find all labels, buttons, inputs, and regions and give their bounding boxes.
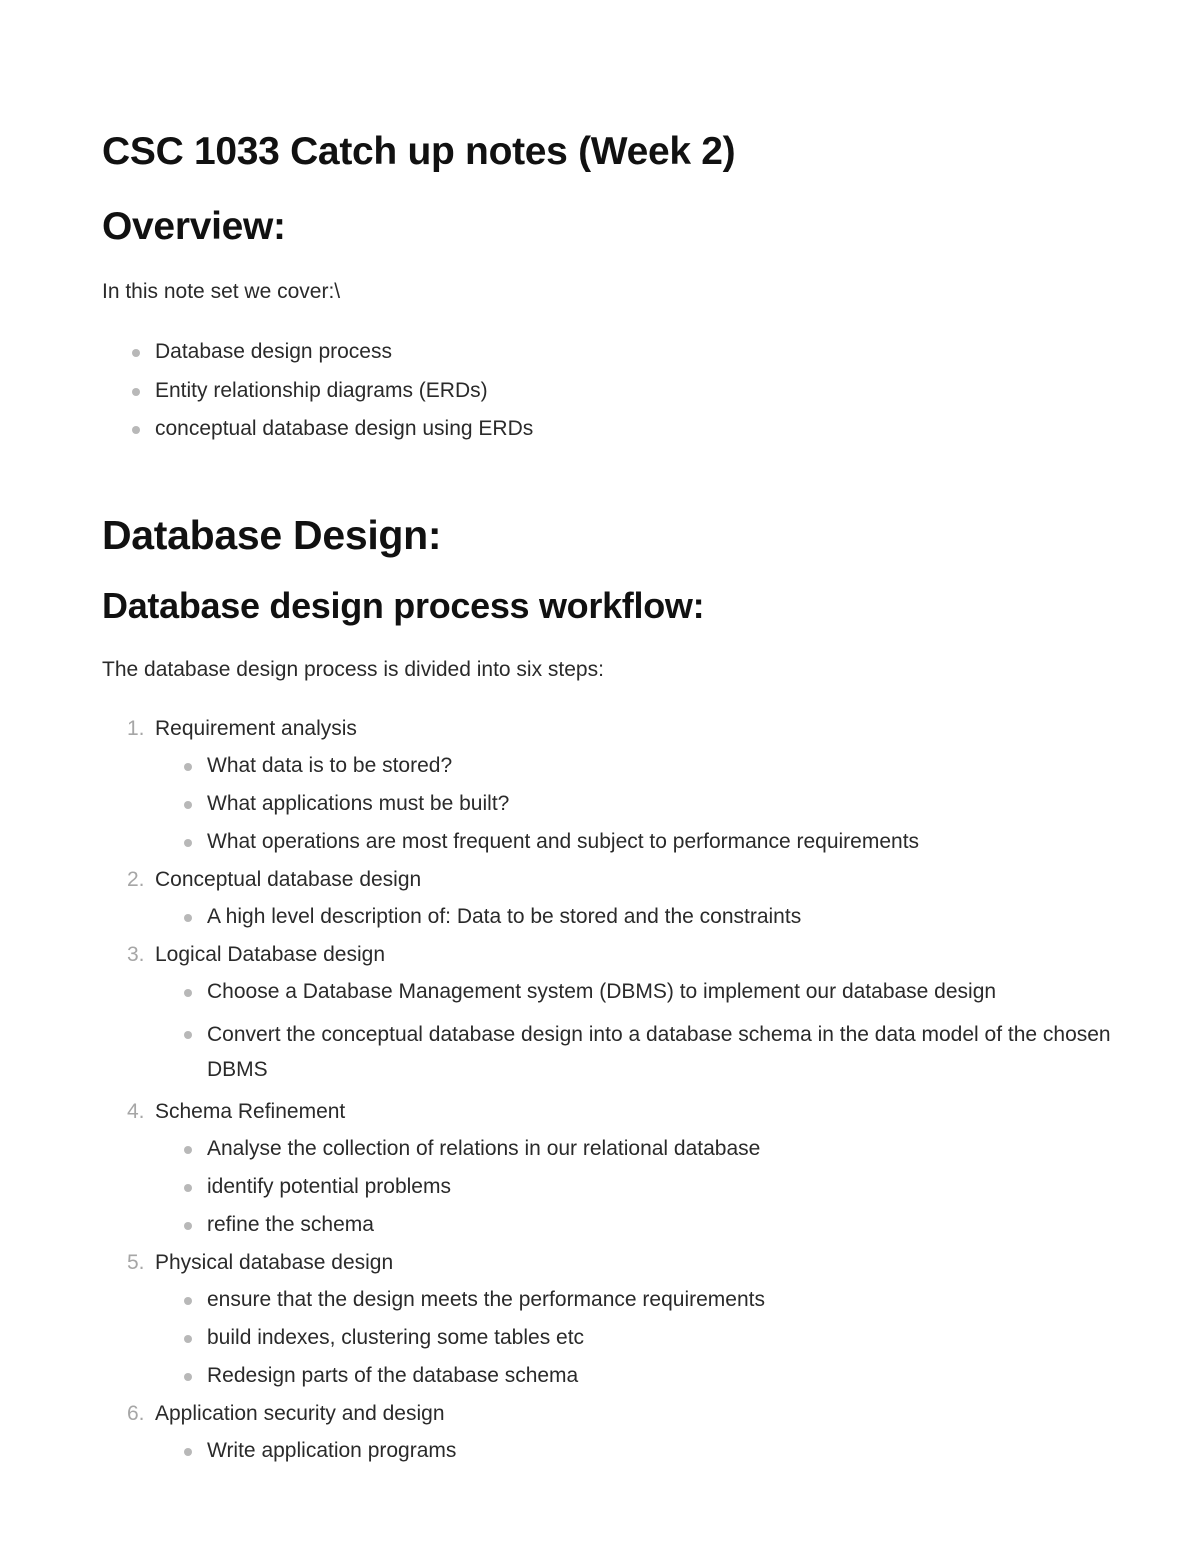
step-label: Requirement analysis xyxy=(155,717,357,740)
bullet-icon xyxy=(184,1373,192,1381)
step-label: Physical database design xyxy=(155,1251,394,1274)
bullet-icon xyxy=(184,1297,192,1305)
bullet-icon xyxy=(184,1184,192,1192)
list-item: Convert the conceptual database design into a database schema in the data model of the chosen DBMS xyxy=(207,1017,1115,1087)
step-sublist xyxy=(207,904,1115,930)
step-sublist xyxy=(207,979,1115,1087)
steps-list xyxy=(127,716,1115,1464)
step-item xyxy=(127,867,1115,930)
workflow-heading: Database design process workflow: xyxy=(102,585,705,626)
step-sublist xyxy=(207,753,1115,855)
step-sublist xyxy=(207,1287,1115,1389)
bullet-icon xyxy=(184,763,192,771)
bullet-icon xyxy=(132,349,140,357)
overview-list xyxy=(155,339,533,455)
step-label: Conceptual database design xyxy=(155,868,422,891)
list-item: ensure that the design meets the performance requirements xyxy=(207,1287,1115,1313)
step-label: Schema Refinement xyxy=(155,1100,346,1123)
list-item: Analyse the collection of relations in our relational database xyxy=(207,1136,1115,1162)
list-item: refine the schema xyxy=(207,1212,1115,1238)
page-title: CSC 1033 Catch up notes (Week 2) xyxy=(102,130,736,173)
list-item: What data is to be stored? xyxy=(207,753,1115,779)
step-number: 3. xyxy=(127,943,145,966)
list-item: build indexes, clustering some tables etc xyxy=(207,1325,1115,1351)
list-item: Choose a Database Management system (DBMS) to implement our database design xyxy=(207,979,1115,1005)
step-item xyxy=(127,1401,1115,1464)
bullet-icon xyxy=(132,388,140,396)
list-item: Redesign parts of the database schema xyxy=(207,1363,1115,1389)
list-item: Entity relationship diagrams (ERDs) xyxy=(155,378,533,404)
step-number: 1. xyxy=(127,717,145,740)
step-item xyxy=(127,1250,1115,1389)
list-item: conceptual database design using ERDs xyxy=(155,416,533,442)
bullet-icon xyxy=(184,1222,192,1230)
bullet-icon xyxy=(132,426,140,434)
step-sublist xyxy=(207,1136,1115,1238)
list-item: What applications must be built? xyxy=(207,791,1115,817)
step-label: Application security and design xyxy=(155,1402,445,1425)
step-sublist xyxy=(207,1438,1115,1464)
database-design-heading: Database Design: xyxy=(102,512,442,558)
step-number: 5. xyxy=(127,1251,145,1274)
bullet-icon xyxy=(184,1146,192,1154)
bullet-icon xyxy=(184,989,192,997)
overview-intro: In this note set we cover:\ xyxy=(102,280,341,303)
bullet-icon xyxy=(184,839,192,847)
step-label: Logical Database design xyxy=(155,943,385,966)
step-item xyxy=(127,716,1115,855)
overview-heading: Overview: xyxy=(102,205,286,248)
steps-intro: The database design process is divided into six steps: xyxy=(102,658,604,681)
list-item: Database design process xyxy=(155,339,533,365)
step-item xyxy=(127,942,1115,1087)
bullet-icon xyxy=(184,1448,192,1456)
step-number: 6. xyxy=(127,1402,145,1425)
list-item: identify potential problems xyxy=(207,1174,1115,1200)
bullet-icon xyxy=(184,801,192,809)
bullet-icon xyxy=(184,914,192,922)
list-item: A high level description of: Data to be stored and the constraints xyxy=(207,904,1115,930)
bullet-icon xyxy=(184,1335,192,1343)
step-number: 2. xyxy=(127,868,145,891)
step-item xyxy=(127,1099,1115,1238)
list-item: What operations are most frequent and subject to performance requirements xyxy=(207,829,1115,855)
step-number: 4. xyxy=(127,1100,145,1123)
list-item: Write application programs xyxy=(207,1438,1115,1464)
bullet-icon xyxy=(184,1031,192,1039)
